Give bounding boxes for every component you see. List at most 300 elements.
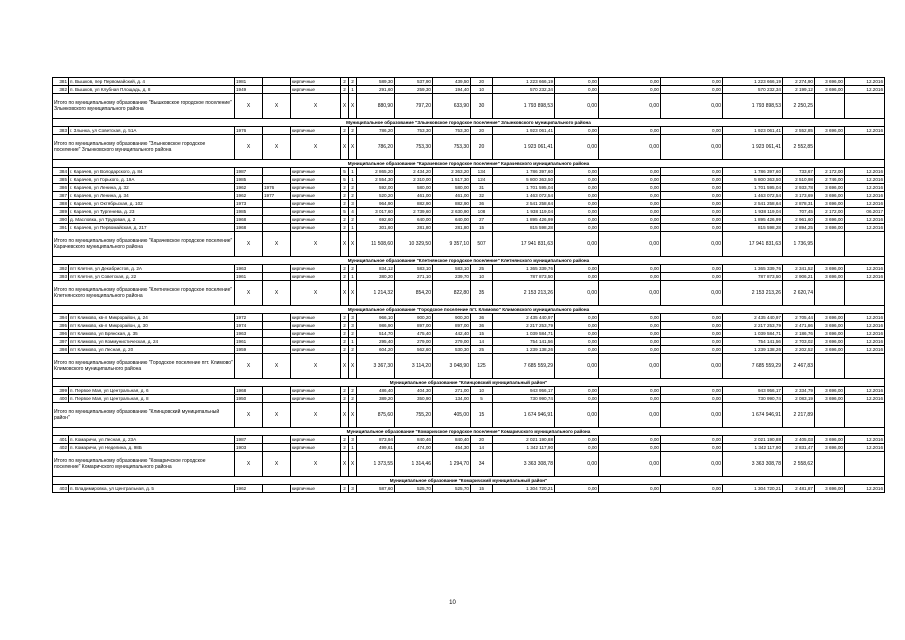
cell-unit-cost: 2 552,85 bbox=[783, 127, 815, 135]
cell-area-living: 10 329,50 bbox=[395, 232, 433, 257]
section-header-row bbox=[53, 257, 885, 265]
cell-cost-total: 815 598,28 bbox=[493, 224, 555, 232]
program-table bbox=[52, 77, 885, 493]
cell-residents: 31 bbox=[471, 184, 493, 192]
cell-area-total: 587,60 bbox=[357, 485, 395, 493]
cell-no: 392 bbox=[53, 265, 69, 273]
cell-budget-local: 0,00 bbox=[661, 436, 723, 444]
cell-owners-funds: 2 021 190,88 bbox=[723, 436, 783, 444]
cell-area-residential: 281,80 bbox=[433, 224, 471, 232]
cell-year-renov bbox=[263, 314, 291, 322]
cell-x1: X bbox=[235, 232, 263, 257]
cell-entrances: 2 bbox=[349, 346, 357, 354]
cell-end-date: 12.2016 bbox=[845, 200, 885, 208]
cell-area-total: 11 508,60 bbox=[357, 232, 395, 257]
cell-area-total: 589,30 bbox=[357, 78, 395, 86]
cell-residents: 10 bbox=[471, 86, 493, 94]
cell-residents: 20 bbox=[471, 135, 493, 160]
cell-cost-total: 5 800 363,50 bbox=[493, 176, 555, 184]
cell-unit-cost: 2 961,60 bbox=[783, 216, 815, 224]
cell-x2: X bbox=[263, 94, 291, 119]
cell-end-date: 12.2016 bbox=[845, 395, 885, 403]
cell-area-total: 1 214,32 bbox=[357, 281, 395, 306]
cell-residents: 32 bbox=[471, 192, 493, 200]
cell-year-renov bbox=[263, 176, 291, 184]
cell-unit-cost: 2 250,25 bbox=[783, 94, 815, 119]
cell-x4: X bbox=[341, 354, 349, 379]
cell-year-renov bbox=[263, 86, 291, 94]
cell-area-residential: 134,00 bbox=[433, 395, 471, 403]
cell-fund-funds: 0,00 bbox=[555, 281, 599, 306]
cell-residents: 10 bbox=[471, 273, 493, 281]
table-row bbox=[53, 176, 885, 184]
cell-no: 383 bbox=[53, 127, 69, 135]
cell-area-residential: 530,30 bbox=[433, 346, 471, 354]
cell-address: г. Карачев, ул Тургенева, д. 23 bbox=[69, 208, 235, 216]
table-row bbox=[53, 265, 885, 273]
cell-address: п. Первое Мая, ул Центральная, д. 6 bbox=[69, 387, 235, 395]
cell-material: кирпичные bbox=[291, 346, 341, 354]
cell-area-living: 562,60 bbox=[395, 346, 433, 354]
cell-unit-cost: 2 878,31 bbox=[783, 200, 815, 208]
cell-no: 403 bbox=[53, 485, 69, 493]
cell-fund-funds: 0,00 bbox=[555, 86, 599, 94]
cell-no: 398 bbox=[53, 346, 69, 354]
table-row bbox=[53, 395, 885, 403]
cell-entrances: 2 bbox=[349, 330, 357, 338]
cell-name: Итого по муниципальному образованию "Вышковское городское поселение" Злынковского муниципального района bbox=[53, 94, 235, 119]
cell-area-residential: 897,00 bbox=[433, 322, 471, 330]
cell-cost-total: 7 685 559,29 bbox=[493, 354, 555, 379]
cell-unit-cost: 2 620,74 bbox=[783, 281, 815, 306]
cell-area-living: 882,90 bbox=[395, 200, 433, 208]
cell-floors: 2 bbox=[341, 330, 349, 338]
cell-area-residential: 2 363,20 bbox=[433, 168, 471, 176]
cell-unit-cost: 733,67 bbox=[783, 168, 815, 176]
cell-floors: 2 bbox=[341, 322, 349, 330]
cell-fund-funds: 0,00 bbox=[555, 452, 599, 477]
empty-cell bbox=[845, 135, 885, 160]
cell-cost-total: 17 941 831,63 bbox=[493, 232, 555, 257]
cell-area-total: 486,40 bbox=[357, 387, 395, 395]
cell-address: д. Масловка, ул Трудовая, д. 2 bbox=[69, 216, 235, 224]
cell-address: п. Вышков, ул Клубная Площадь, д. 8 bbox=[69, 86, 235, 94]
cell-owners-funds: 1 895 426,99 bbox=[723, 216, 783, 224]
table-row bbox=[53, 485, 885, 493]
cell-no: 401 bbox=[53, 436, 69, 444]
cell-x5: X bbox=[349, 232, 357, 257]
cell-residents: 36 bbox=[471, 322, 493, 330]
table-row bbox=[53, 216, 885, 224]
cell-residents: 507 bbox=[471, 232, 493, 257]
cell-no: 382 bbox=[53, 86, 69, 94]
cell-area-total: 3 367,30 bbox=[357, 354, 395, 379]
cell-budget-region: 0,00 bbox=[599, 436, 661, 444]
cell-area-living: 475,40 bbox=[395, 330, 433, 338]
cell-budget-region: 0,00 bbox=[599, 192, 661, 200]
program-table-sheet bbox=[52, 77, 884, 493]
cell-budget-region: 0,00 bbox=[599, 86, 661, 94]
cell-area-living: 2 310,00 bbox=[395, 176, 433, 184]
cell-year-built: 1963 bbox=[235, 265, 263, 273]
cell-owners-funds: 2 217 253,79 bbox=[723, 322, 783, 330]
cell-residents: 25 bbox=[471, 265, 493, 273]
cell-year-renov bbox=[263, 127, 291, 135]
cell-area-residential: 633,90 bbox=[433, 94, 471, 119]
cell-budget-region: 0,00 bbox=[599, 281, 661, 306]
cell-year-built: 1974 bbox=[235, 322, 263, 330]
table-row bbox=[53, 314, 885, 322]
cell-x5: X bbox=[349, 135, 357, 160]
cell-budget-region: 0,00 bbox=[599, 322, 661, 330]
cell-residents: 134 bbox=[471, 168, 493, 176]
cell-residents: 15 bbox=[471, 403, 493, 428]
cell-cost-total: 1 239 138,26 bbox=[493, 346, 555, 354]
cell-no: 394 bbox=[53, 314, 69, 322]
cell-owners-funds: 1 463 072,54 bbox=[723, 192, 783, 200]
cell-fund-funds: 0,00 bbox=[555, 216, 599, 224]
cell-fund-funds: 0,00 bbox=[555, 135, 599, 160]
cell-floors: 2 bbox=[341, 485, 349, 493]
cell-budget-region: 0,00 bbox=[599, 273, 661, 281]
cell-residents: 20 bbox=[471, 436, 493, 444]
cell-year-renov bbox=[263, 273, 291, 281]
cell-budget-region: 0,00 bbox=[599, 232, 661, 257]
cell-owners-funds: 1 793 898,53 bbox=[723, 94, 783, 119]
cell-max-unit-cost: 3 696,00 bbox=[815, 346, 845, 354]
cell-floors: 2 bbox=[341, 216, 349, 224]
cell-no: 397 bbox=[53, 338, 69, 346]
cell-owners-funds: 2 541 258,64 bbox=[723, 200, 783, 208]
cell-residents: 35 bbox=[471, 281, 493, 306]
cell-budget-region: 0,00 bbox=[599, 452, 661, 477]
cell-budget-local: 0,00 bbox=[661, 184, 723, 192]
cell-budget-local: 0,00 bbox=[661, 314, 723, 322]
empty-cell bbox=[845, 403, 885, 428]
cell-residents: 14 bbox=[471, 444, 493, 452]
cell-cost-total: 1 786 397,60 bbox=[493, 168, 555, 176]
cell-owners-funds: 787 873,50 bbox=[723, 273, 783, 281]
total-row bbox=[53, 354, 885, 379]
cell-year-built: 1949 bbox=[235, 86, 263, 94]
cell-no: 393 bbox=[53, 273, 69, 281]
table-row bbox=[53, 273, 885, 281]
cell-owners-funds: 1 304 720,21 bbox=[723, 485, 783, 493]
empty-cell bbox=[845, 281, 885, 306]
cell-fund-funds: 0,00 bbox=[555, 322, 599, 330]
cell-budget-local: 0,00 bbox=[661, 200, 723, 208]
cell-max-unit-cost: 3 696,00 bbox=[815, 78, 845, 86]
cell-area-residential: 583,10 bbox=[433, 265, 471, 273]
cell-x4: X bbox=[341, 403, 349, 428]
cell-owners-funds: 7 685 559,29 bbox=[723, 354, 783, 379]
cell-entrances: 3 bbox=[349, 200, 357, 208]
cell-area-residential: 439,50 bbox=[433, 78, 471, 86]
cell-x3: X bbox=[291, 354, 341, 379]
cell-area-total: 604,20 bbox=[357, 346, 395, 354]
cell-no: 388 bbox=[53, 200, 69, 208]
cell-year-built: 1961 bbox=[235, 338, 263, 346]
cell-x3: X bbox=[291, 281, 341, 306]
cell-x1: X bbox=[235, 403, 263, 428]
cell-fund-funds: 0,00 bbox=[555, 265, 599, 273]
cell-floors: 2 bbox=[341, 265, 349, 273]
cell-budget-local: 0,00 bbox=[661, 387, 723, 395]
cell-year-renov: 1977 bbox=[263, 192, 291, 200]
cell-x3: X bbox=[291, 94, 341, 119]
cell-floors: 2 bbox=[341, 200, 349, 208]
cell-budget-local: 0,00 bbox=[661, 78, 723, 86]
cell-floors: 5 bbox=[341, 176, 349, 184]
cell-material: кирпичные bbox=[291, 387, 341, 395]
cell-area-residential: 640,00 bbox=[433, 216, 471, 224]
cell-budget-local: 0,00 bbox=[661, 273, 723, 281]
cell-area-total: 301,60 bbox=[357, 224, 395, 232]
cell-x1: X bbox=[235, 452, 263, 477]
cell-unit-cost: 2 471,86 bbox=[783, 322, 815, 330]
cell-area-living: 753,30 bbox=[395, 135, 433, 160]
cell-residents: 10 bbox=[471, 387, 493, 395]
cell-budget-local: 0,00 bbox=[661, 403, 723, 428]
cell-max-unit-cost: 3 696,00 bbox=[815, 395, 845, 403]
cell-area-total: 592,00 bbox=[357, 184, 395, 192]
cell-unit-cost: 2 705,44 bbox=[783, 314, 815, 322]
cell-max-unit-cost: 2 172,00 bbox=[815, 168, 845, 176]
empty-cell bbox=[845, 232, 885, 257]
cell-area-total: 2 865,20 bbox=[357, 168, 395, 176]
cell-fund-funds: 0,00 bbox=[555, 273, 599, 281]
cell-year-renov bbox=[263, 338, 291, 346]
section-header-row bbox=[53, 119, 885, 127]
cell-residents: 125 bbox=[471, 354, 493, 379]
cell-year-built: 1968 bbox=[235, 224, 263, 232]
cell-unit-cost: 2 405,03 bbox=[783, 436, 815, 444]
cell-year-built: 1903 bbox=[235, 444, 263, 452]
cell-x4: X bbox=[341, 281, 349, 306]
cell-area-living: 279,00 bbox=[395, 338, 433, 346]
cell-entrances: 4 bbox=[349, 208, 357, 216]
cell-year-built: 1963 bbox=[235, 330, 263, 338]
cell-unit-cost: 2 202,52 bbox=[783, 346, 815, 354]
empty-cell bbox=[815, 354, 845, 379]
cell-entrances: 1 bbox=[349, 86, 357, 94]
cell-address: п. Комаричи, ул Лесная, д. 23А bbox=[69, 436, 235, 444]
empty-cell bbox=[815, 232, 845, 257]
cell-name: Итого по муниципальному образованию "Комаричское городское поселение" Комаричского муниципального района bbox=[53, 452, 235, 477]
cell-material: кирпичные bbox=[291, 127, 341, 135]
cell-residents: 108 bbox=[471, 208, 493, 216]
cell-material: кирпичные bbox=[291, 192, 341, 200]
cell-budget-region: 0,00 bbox=[599, 330, 661, 338]
cell-area-living: 580,00 bbox=[395, 184, 433, 192]
cell-budget-region: 0,00 bbox=[599, 485, 661, 493]
cell-budget-region: 0,00 bbox=[599, 387, 661, 395]
cell-unit-cost: 2 199,12 bbox=[783, 86, 815, 94]
cell-no: 389 bbox=[53, 208, 69, 216]
cell-cost-total: 1 223 666,19 bbox=[493, 78, 555, 86]
cell-floors: 5 bbox=[341, 208, 349, 216]
cell-year-renov bbox=[263, 200, 291, 208]
cell-unit-cost: 2 552,85 bbox=[783, 135, 815, 160]
cell-max-unit-cost: 3 696,00 bbox=[815, 322, 845, 330]
cell-unit-cost: 3 173,69 bbox=[783, 192, 815, 200]
cell-area-living: 271,10 bbox=[395, 273, 433, 281]
total-row bbox=[53, 403, 885, 428]
cell-area-living: 474,00 bbox=[395, 444, 433, 452]
cell-budget-local: 0,00 bbox=[661, 127, 723, 135]
empty-cell bbox=[845, 94, 885, 119]
cell-cost-total: 1 342 117,90 bbox=[493, 444, 555, 452]
cell-address: п. Комаричи, ул Неделина, д. 98Б bbox=[69, 444, 235, 452]
cell-max-unit-cost: 3 696,00 bbox=[815, 485, 845, 493]
cell-max-unit-cost: 3 696,00 bbox=[815, 273, 845, 281]
cell-floors: 2 bbox=[341, 127, 349, 135]
cell-end-date: 12.2016 bbox=[845, 216, 885, 224]
cell-address: пгт Клетня, ул Декабристов, д. 2А bbox=[69, 265, 235, 273]
cell-unit-cost: 2 831,47 bbox=[783, 444, 815, 452]
cell-owners-funds: 1 039 584,71 bbox=[723, 330, 783, 338]
cell-material: кирпичные bbox=[291, 314, 341, 322]
cell-title: Муниципальное образование "Клинцовский муниципальный район" bbox=[53, 379, 885, 387]
table-row bbox=[53, 436, 885, 444]
cell-owners-funds: 3 363 308,78 bbox=[723, 452, 783, 477]
cell-residents: 15 bbox=[471, 224, 493, 232]
cell-cost-total: 1 463 072,54 bbox=[493, 192, 555, 200]
cell-cost-total: 2 435 440,97 bbox=[493, 314, 555, 322]
cell-address: пгт Климово, кв-л Микрорайон, д. 24 bbox=[69, 314, 235, 322]
cell-max-unit-cost: 3 696,00 bbox=[815, 224, 845, 232]
cell-fund-funds: 0,00 bbox=[555, 184, 599, 192]
cell-fund-funds: 0,00 bbox=[555, 403, 599, 428]
cell-year-renov bbox=[263, 444, 291, 452]
section-header-row bbox=[53, 160, 885, 168]
cell-unit-cost: 2 703,02 bbox=[783, 338, 815, 346]
cell-area-living: 281,80 bbox=[395, 224, 433, 232]
cell-residents: 25 bbox=[471, 346, 493, 354]
cell-budget-local: 0,00 bbox=[661, 338, 723, 346]
cell-area-living: 404,30 bbox=[395, 387, 433, 395]
cell-area-total: 986,90 bbox=[357, 322, 395, 330]
cell-owners-funds: 570 232,34 bbox=[723, 86, 783, 94]
cell-x1: X bbox=[235, 281, 263, 306]
cell-cost-total: 754 141,56 bbox=[493, 338, 555, 346]
table-row bbox=[53, 127, 885, 135]
cell-unit-cost: 2 341,52 bbox=[783, 265, 815, 273]
cell-material: кирпичные bbox=[291, 330, 341, 338]
cell-entrances: 2 bbox=[349, 78, 357, 86]
cell-floors: 2 bbox=[341, 86, 349, 94]
cell-fund-funds: 0,00 bbox=[555, 330, 599, 338]
cell-x3: X bbox=[291, 403, 341, 428]
cell-entrances: 2 bbox=[349, 265, 357, 273]
cell-year-renov bbox=[263, 224, 291, 232]
cell-floors: 5 bbox=[341, 168, 349, 176]
cell-area-total: 3 017,60 bbox=[357, 208, 395, 216]
cell-end-date: 12.2016 bbox=[845, 485, 885, 493]
cell-entrances: 3 bbox=[349, 314, 357, 322]
cell-end-date: 12.2016 bbox=[845, 330, 885, 338]
cell-budget-region: 0,00 bbox=[599, 208, 661, 216]
empty-cell bbox=[845, 452, 885, 477]
cell-owners-funds: 17 941 831,63 bbox=[723, 232, 783, 257]
cell-area-living: 897,00 bbox=[395, 322, 433, 330]
cell-area-residential: 900,20 bbox=[433, 314, 471, 322]
cell-area-living: 350,90 bbox=[395, 395, 433, 403]
cell-x1: X bbox=[235, 354, 263, 379]
cell-owners-funds: 2 153 213,26 bbox=[723, 281, 783, 306]
cell-no: 390 bbox=[53, 216, 69, 224]
cell-x4: X bbox=[341, 232, 349, 257]
cell-max-unit-cost: 2 172,00 bbox=[815, 208, 845, 216]
cell-area-living: 461,00 bbox=[395, 192, 433, 200]
cell-entrances: 3 bbox=[349, 436, 357, 444]
cell-area-residential: 3 048,90 bbox=[433, 354, 471, 379]
cell-budget-region: 0,00 bbox=[599, 135, 661, 160]
cell-residents: 30 bbox=[471, 94, 493, 119]
table-row bbox=[53, 168, 885, 176]
cell-area-living: 2 434,20 bbox=[395, 168, 433, 176]
cell-area-total: 875,60 bbox=[357, 403, 395, 428]
cell-budget-region: 0,00 bbox=[599, 168, 661, 176]
cell-area-living: 854,20 bbox=[395, 281, 433, 306]
cell-fund-funds: 0,00 bbox=[555, 208, 599, 216]
cell-material: кирпичные bbox=[291, 444, 341, 452]
cell-x1: X bbox=[235, 135, 263, 160]
cell-cost-total: 2 217 253,79 bbox=[493, 322, 555, 330]
cell-area-living: 2 739,60 bbox=[395, 208, 433, 216]
empty-cell bbox=[845, 354, 885, 379]
cell-cost-total: 1 039 584,71 bbox=[493, 330, 555, 338]
table-row bbox=[53, 224, 885, 232]
cell-x2: X bbox=[263, 281, 291, 306]
cell-material: кирпичные bbox=[291, 86, 341, 94]
cell-area-residential: 882,90 bbox=[433, 200, 471, 208]
cell-year-built: 1968 bbox=[235, 216, 263, 224]
cell-area-total: 834,12 bbox=[357, 265, 395, 273]
cell-residents: 36 bbox=[471, 200, 493, 208]
cell-fund-funds: 0,00 bbox=[555, 176, 599, 184]
cell-x5: X bbox=[349, 94, 357, 119]
cell-budget-region: 0,00 bbox=[599, 354, 661, 379]
cell-area-living: 840,46 bbox=[395, 436, 433, 444]
cell-owners-funds: 754 141,56 bbox=[723, 338, 783, 346]
cell-material: кирпичные bbox=[291, 436, 341, 444]
cell-name: Итого по муниципальному образованию "Городское поселение пгт. Климово" Климовского муниципального района bbox=[53, 354, 235, 379]
total-row bbox=[53, 452, 885, 477]
cell-address: пгт Климово, кв-л Микрорайон, д. 30 bbox=[69, 322, 235, 330]
cell-year-renov bbox=[263, 216, 291, 224]
cell-floors: 2 bbox=[341, 338, 349, 346]
cell-title: Муниципальное образование "Злынковское городское поселение" Злынковского муниципального района bbox=[53, 119, 885, 127]
cell-end-date: 06.2017 bbox=[845, 208, 885, 216]
table-row bbox=[53, 78, 885, 86]
cell-end-date: 12.2016 bbox=[845, 224, 885, 232]
cell-address: пгт Климово, ул Коммунистическая, д. 24 bbox=[69, 338, 235, 346]
cell-budget-local: 0,00 bbox=[661, 281, 723, 306]
cell-address: п. Вышков, пер Первомайский, д. 4 bbox=[69, 78, 235, 86]
cell-unit-cost: 1 736,95 bbox=[783, 232, 815, 257]
cell-x4: X bbox=[341, 94, 349, 119]
cell-cost-total: 943 956,17 bbox=[493, 387, 555, 395]
cell-entrances: 2 bbox=[349, 127, 357, 135]
cell-cost-total: 1 923 061,41 bbox=[493, 135, 555, 160]
cell-end-date: 12.2016 bbox=[845, 168, 885, 176]
cell-cost-total: 3 363 308,78 bbox=[493, 452, 555, 477]
cell-unit-cost: 2 274,90 bbox=[783, 78, 815, 86]
cell-max-unit-cost: 3 696,00 bbox=[815, 436, 845, 444]
cell-floors: 2 bbox=[341, 78, 349, 86]
cell-area-total: 2 554,30 bbox=[357, 176, 395, 184]
